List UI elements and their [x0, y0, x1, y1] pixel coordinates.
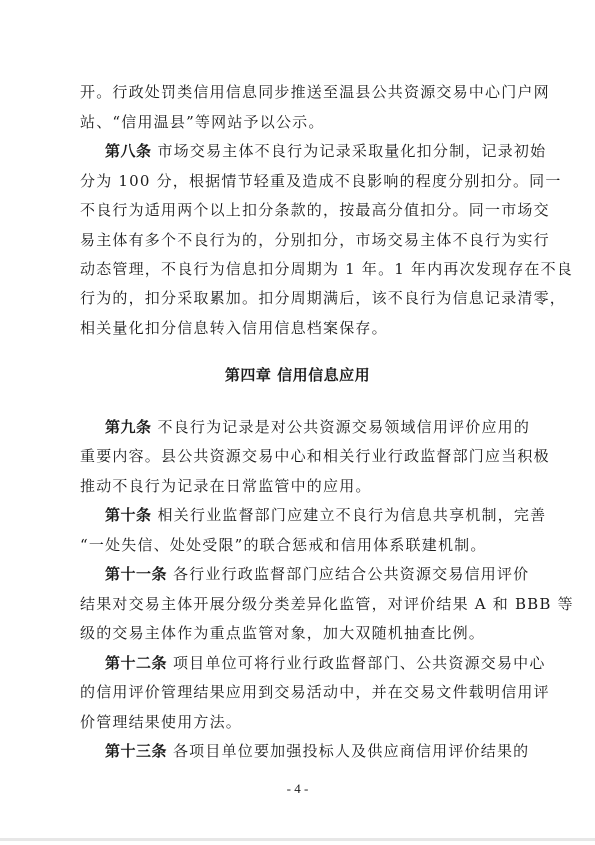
text-line: 重要内容。县公共资源交易中心和相关行业行政监督部门应当积极 [80, 447, 550, 465]
text-line: 开。行政处罚类信用信息同步推送至温县公共资源交易中心门户网 [80, 83, 550, 101]
article-8 [105, 139, 547, 163]
text-line: 推动不良行为记录在日常监管中的应用。 [80, 477, 372, 495]
article-text: 市场交易主体不良行为记录采取量化扣分制，记录初始 [157, 142, 547, 160]
article-label: 第十二条 [105, 654, 168, 672]
article-text: 不良行为记录是对公共资源交易领域信用评价应用的 [157, 418, 531, 436]
text-line: 的信用评价管理结果应用到交易活动中，并在交易文件载明信用评 [80, 683, 550, 701]
text-line: 不良行为适用两个以上扣分条款的，按最高分值扣分。同一市场交 [80, 201, 550, 219]
text-line: “一处失信、处处受限”的联合惩戒和信用体系联建机制。 [80, 536, 487, 554]
text-line: 分为 100 分，根据情节轻重及造成不良影响的程度分别扣分。同一 [80, 172, 562, 190]
article-label: 第八条 [105, 142, 152, 160]
article-label: 第九条 [105, 418, 152, 436]
text-line: 站、“信用温县”等网站予以公示。 [80, 113, 325, 131]
article-label: 第十一条 [105, 565, 168, 583]
text-line: 动态管理，不良行为信息扣分周期为 1 年。1 年内再次发现存在不良 [80, 260, 573, 278]
text-line: 易主体有多个不良行为的，分别扣分，市场交易主体不良行为实行 [80, 231, 550, 249]
text-line: 相关量化扣分信息转入信用信息档案保存。 [80, 319, 388, 337]
article-label: 第十条 [105, 506, 152, 524]
article-label: 第十三条 [105, 742, 168, 760]
article-10 [105, 503, 547, 527]
article-11 [105, 562, 530, 586]
article-text: 各行业行政监督部门应结合公共资源交易信用评价 [172, 565, 530, 583]
article-12 [105, 651, 546, 675]
page-number: - 4 - [286, 781, 309, 796]
chapter-heading: 第四章 信用信息应用 [224, 366, 371, 384]
article-text: 项目单位可将行业行政监督部门、公共资源交易中心 [172, 654, 546, 672]
text-line: 行为的，扣分采取累加。扣分周期满后，该不良行为信息记录清零， [80, 289, 567, 307]
text-line: 级的交易主体作为重点监管对象，加大双随机抽查比例。 [80, 624, 486, 642]
article-9 [105, 415, 531, 439]
article-text: 相关行业监督部门应建立不良行为信息共享机制，完善 [157, 506, 547, 524]
article-13 [105, 739, 530, 763]
text-line: 价管理结果使用方法。 [80, 713, 243, 731]
article-text: 各项目单位要加强投标人及供应商信用评价结果的 [172, 742, 530, 760]
page-bottom-edge [0, 838, 595, 841]
text-line: 结果对交易主体开展分级分类差异化监管，对评价结果 A 和 BBB 等 [80, 595, 574, 613]
